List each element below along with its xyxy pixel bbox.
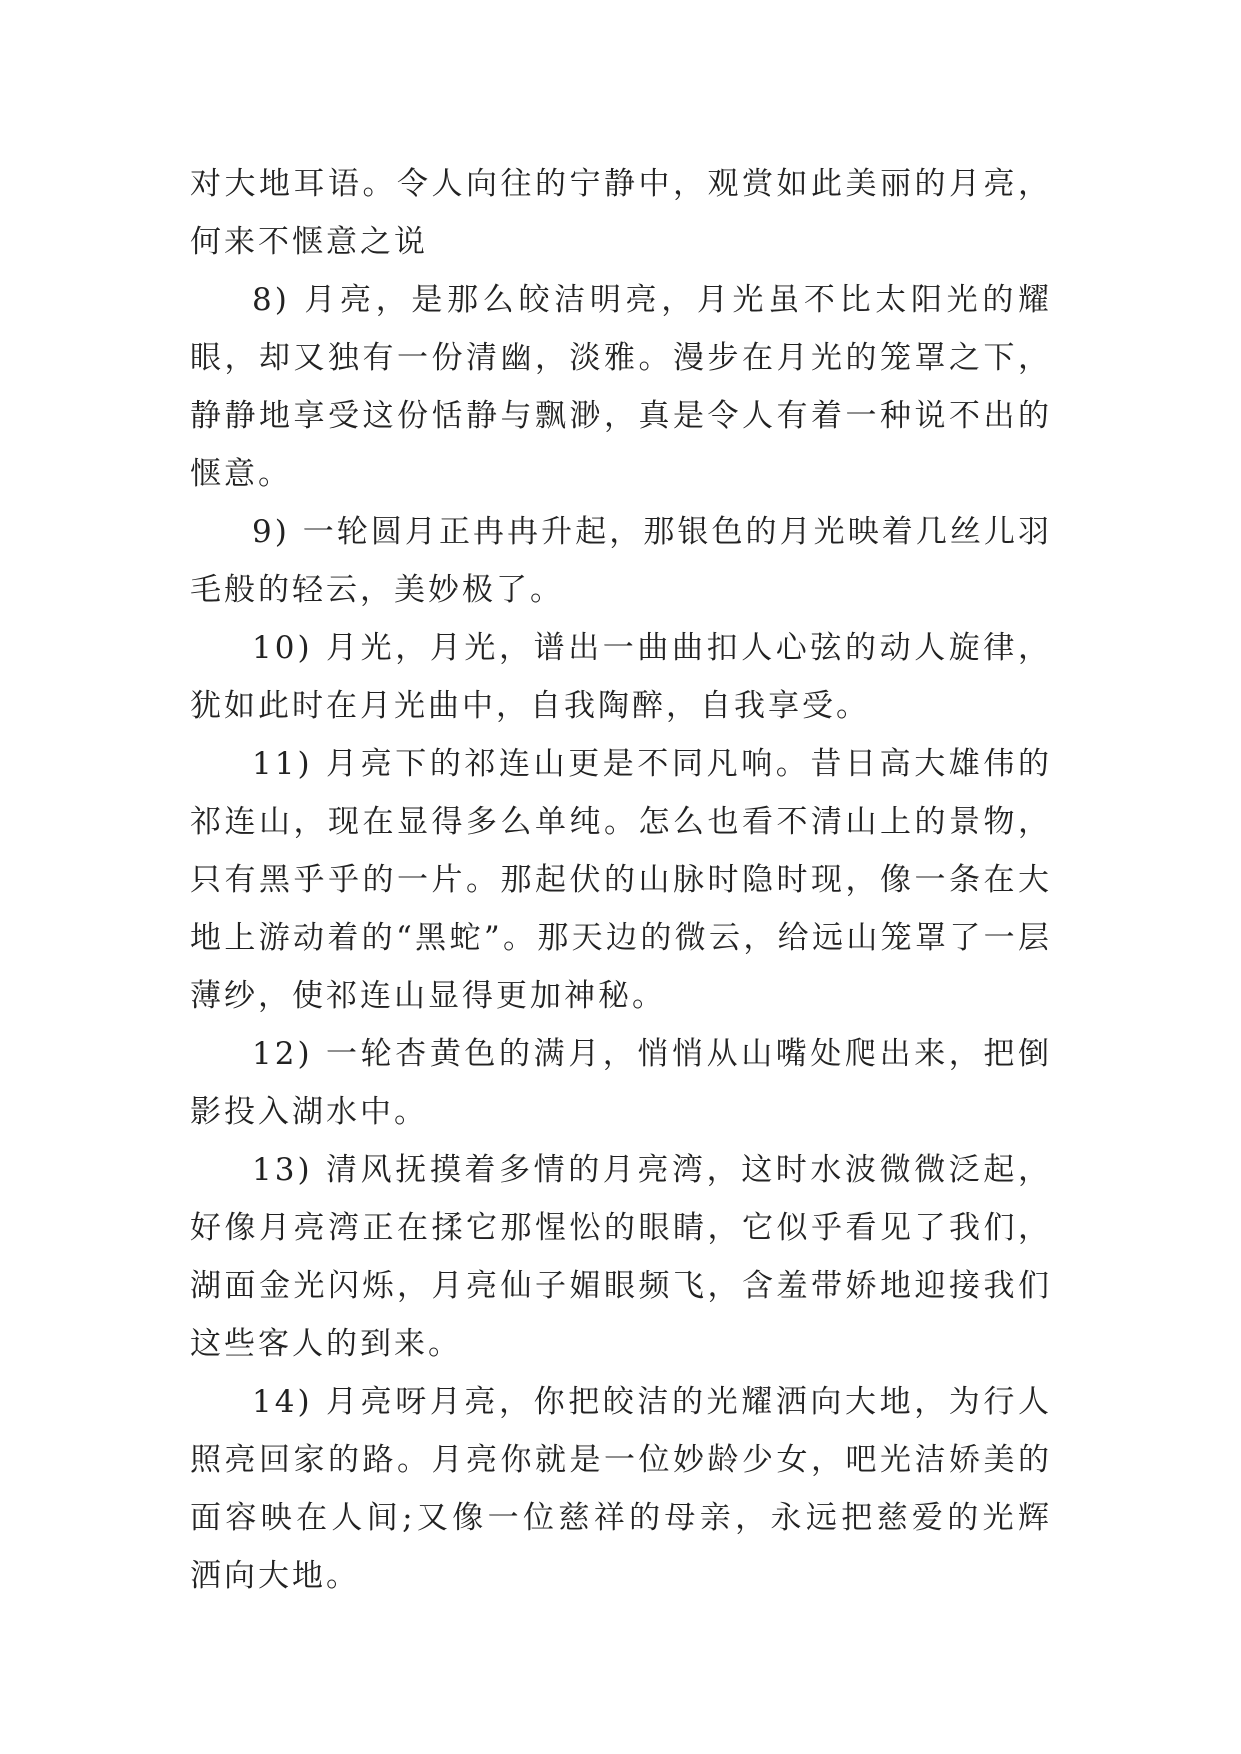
paragraph-13 [190,1141,1052,1373]
paragraph-14 [190,1373,1052,1605]
paragraph-number: 8) [252,282,290,318]
paragraph-text: 月亮，是那么皎洁明亮，月光虽不比太阳光的耀眼，却又独有一份清幽，淡雅。漫步在月光的笼罩之下，静静地享受这份恬静与飘渺，真是令人有着一种说不出的惬意。 [190,282,1053,492]
paragraph-number: 12) [252,1036,313,1072]
paragraph-continued [190,155,1052,271]
paragraph-number: 13) [252,1152,313,1188]
paragraph-text: 月光，月光，谱出一曲曲扣人心弦的动人旋律，犹如此时在月光曲中，自我陶醉，自我享受。 [190,630,1053,724]
paragraph-number: 9) [252,514,290,550]
paragraph-text: 一轮杏黄色的满月，悄悄从山嘴处爬出来，把倒影投入湖水中。 [190,1036,1053,1130]
paragraph-12 [190,1025,1052,1141]
document-body [190,155,1052,1605]
paragraph-number: 10) [252,630,313,666]
paragraph-11 [190,735,1052,1025]
paragraph-text: 清风抚摸着多情的月亮湾，这时水波微微泛起，好像月亮湾正在揉它那惺忪的眼睛，它似乎看见了我们，湖面金光闪烁，月亮仙子媚眼频飞，含羞带娇地迎接我们这些客人的到来。 [190,1152,1053,1362]
paragraph-text: 一轮圆月正冉冉升起，那银色的月光映着几丝儿羽毛般的轻云，美妙极了。 [190,514,1053,608]
paragraph-number: 11) [252,746,313,782]
paragraph-8 [190,271,1052,503]
paragraph-number: 14) [252,1384,313,1420]
paragraph-text: 月亮下的祁连山更是不同凡响。昔日高大雄伟的祁连山，现在显得多么单纯。怎么也看不清山上的景物，只有黑乎乎的一片。那起伏的山脉时隐时现，像一条在大地上游动着的“黑蛇”。那天边的微云，给远山笼罩了一层薄纱，使祁连山显得更加神秘。 [190,746,1053,1014]
paragraph-text: 月亮呀月亮，你把皎洁的光耀洒向大地，为行人照亮回家的路。月亮你就是一位妙龄少女，吧光洁娇美的面容映在人间;又像一位慈祥的母亲，永远把慈爱的光辉洒向大地。 [190,1384,1053,1594]
paragraph-10 [190,619,1052,735]
paragraph-text: 对大地耳语。令人向往的宁静中，观赏如此美丽的月亮，何来不惬意之说 [190,166,1052,260]
paragraph-9 [190,503,1052,619]
